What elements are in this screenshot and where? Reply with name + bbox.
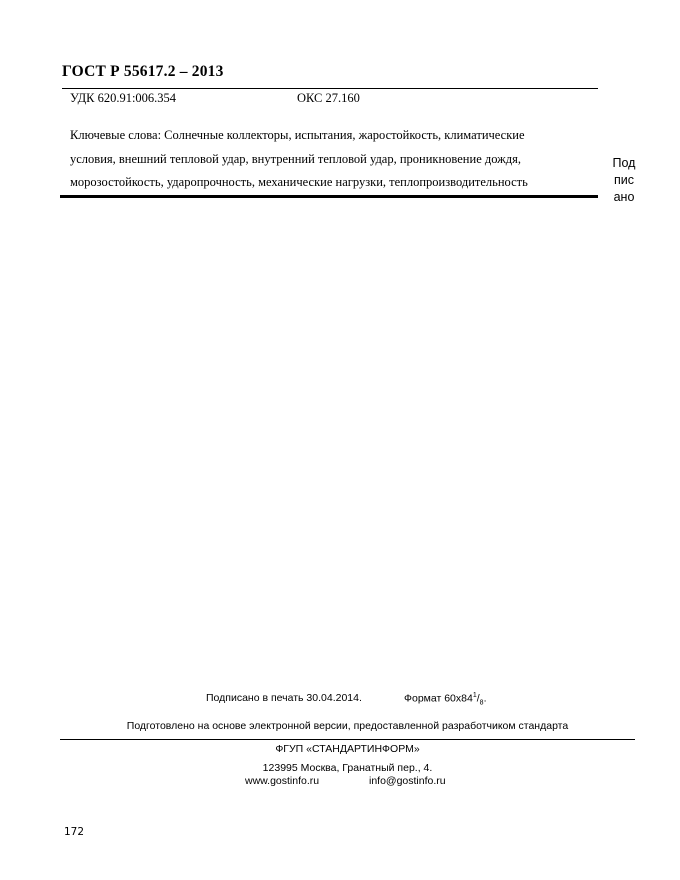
keywords-thick-rule — [60, 195, 598, 198]
side-note-line-1: Под — [612, 156, 636, 170]
paper-format: Формат $60x84^1/_8$. — [404, 692, 487, 707]
publisher-email: info@gostinfo.ru — [369, 775, 446, 787]
paper-format-denominator: 8 — [479, 699, 484, 707]
paper-format-suffix: . — [483, 692, 487, 705]
document-title: ГОСТ Р 55617.2 – 2013 — [62, 63, 224, 80]
udc-code: УДК 620.91:006.354 — [70, 91, 177, 105]
publisher-name: ФГУП «СТАНДАРТИНФОРМ» — [275, 743, 420, 755]
paper-format-prefix: Формат 60x84 — [404, 692, 473, 705]
oks-code: ОКС 27.160 — [297, 91, 360, 105]
side-note-line-3: ано — [613, 190, 635, 204]
imprint-rule — [60, 739, 635, 740]
publisher-website: www.gostinfo.ru — [245, 775, 320, 787]
publisher-address: 123995 Москва, Гранатный пер., 4. — [262, 762, 433, 774]
keywords-line-2: условия, внешний тепловой удар, внутренний тепловой удар, проникновение дождя, — [70, 152, 522, 166]
page-number: 172 — [64, 826, 85, 838]
paper-format-numerator: 1 — [472, 692, 477, 699]
keywords-line-3: морозостойкость, ударопрочность, механические нагрузки, теплопроизводительность — [70, 175, 528, 189]
side-note-line-2: пис — [613, 173, 634, 187]
signed-to-print: Подписано в печать 30.04.2014. — [206, 692, 362, 704]
prepared-note: Подготовлено на основе электронной версии, предоставленной разработчиком стандарта — [126, 720, 569, 732]
header-rule — [62, 88, 598, 89]
keywords-line-1: Ключевые слова: Солнечные коллекторы, испытания, жаростойкость, климатические — [70, 128, 525, 142]
side-note — [604, 155, 644, 206]
